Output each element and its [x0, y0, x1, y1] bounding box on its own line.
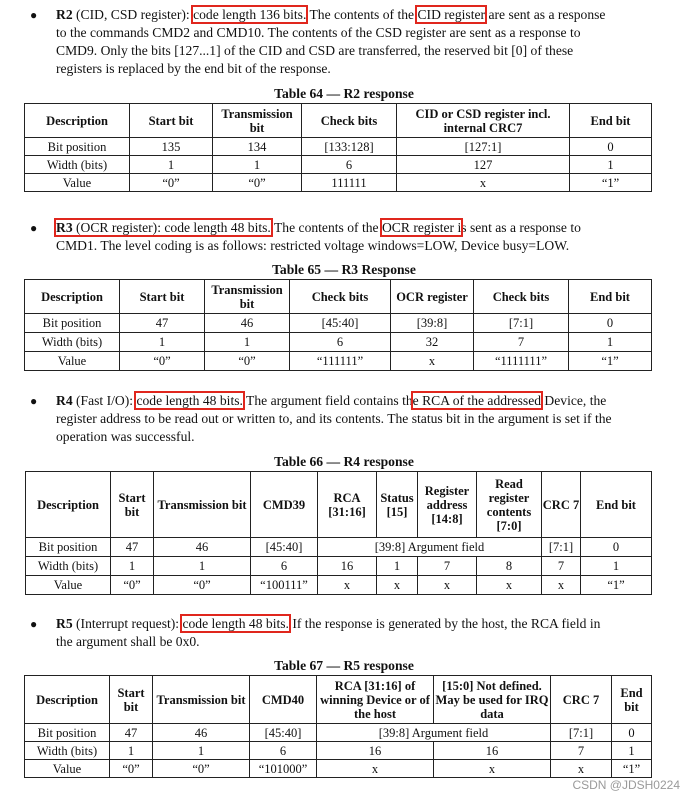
- table-header: Status [15]: [377, 472, 418, 538]
- table-row: Width (bits) 1 1 6 16 16 7 1: [25, 742, 652, 760]
- table-header: Transmission bit: [154, 472, 251, 538]
- table-header: CRC 7: [542, 472, 581, 538]
- r4-paragraph: ● R4 (Fast I/O): code length 48 bits. The argument field contains the RCA of the addressed Device, the register address to be read out or written to, and its contents. The status bit in the argument is set if the operation was successful.: [30, 393, 612, 444]
- r2-code-length-highlight: code length 136 bits.: [193, 7, 307, 22]
- r4-code-length-highlight: code length 48 bits.: [136, 393, 243, 408]
- table-header: Start bit: [111, 472, 154, 538]
- table-header: OCR register: [391, 280, 474, 314]
- bullet-icon: ●: [30, 221, 38, 235]
- table-header: Description: [25, 104, 130, 138]
- r4-label: R4: [56, 393, 73, 408]
- table-header: Description: [25, 280, 120, 314]
- table65-caption: Table 65 — R3 Response: [272, 262, 416, 277]
- table-header: RCA [31:16]: [318, 472, 377, 538]
- r3-paragraph: ● R3 (OCR register): code length 48 bits. The contents of the OCR register is sent as a response to CMD1. The level coding is as follows: restricted voltage windows=LOW, Device busy=LOW.: [30, 220, 581, 253]
- bullet-icon: ●: [30, 394, 38, 408]
- r2-paragraph: ● R2 (CID, CSD register): code length 136 bits. The contents of the CID register are sent as a response to the commands CMD2 and CMD10. The contents of the CSD register are sent as a response to CMD9. Only the bits [127...1] of the CID and CSD are transferred, the reserved bit [0] of these registers is replaced by the end bit of the response.: [30, 7, 606, 76]
- table66: [25, 471, 652, 595]
- watermark: CSDN @JDSH0224: [572, 778, 680, 792]
- table-header: Start bit: [120, 280, 205, 314]
- r2-label: R2: [56, 7, 73, 22]
- table-header: Start bit: [130, 104, 213, 138]
- table-row: Bit position 47 46 [45:40] [39:8] Argument field [7:1] 0: [26, 538, 652, 557]
- table-header: End bit: [581, 472, 652, 538]
- table-header: Transmission bit: [153, 676, 250, 724]
- table-header: End bit: [570, 104, 652, 138]
- table-row: Value “0” “0” 111111 x “1”: [25, 174, 652, 192]
- table-row: Value “0” “0” “101000” x x x “1”: [25, 760, 652, 778]
- table-header: Check bits: [290, 280, 391, 314]
- r5-paragraph: ● R5 (Interrupt request): code length 48 bits. If the response is generated by the host, the RCA field in the argument shall be 0x0.: [30, 616, 601, 649]
- table-header: Transmission bit: [205, 280, 290, 314]
- r4-rca-highlight: e RCA of the addressed: [412, 393, 542, 408]
- r5-label: R5: [56, 616, 73, 631]
- table-header: Read register contents [7:0]: [477, 472, 542, 538]
- table-row: Bit position 47 46 [45:40] [39:8] Argument field [7:1] 0: [25, 724, 652, 742]
- table-header: [15:0] Not defined. May be used for IRQ data: [434, 676, 551, 724]
- bullet-icon: ●: [30, 8, 38, 22]
- table64-caption: Table 64 — R2 response: [274, 86, 414, 101]
- table-header: Description: [25, 676, 110, 724]
- bullet-icon: ●: [30, 617, 38, 631]
- table-header: CMD40: [250, 676, 317, 724]
- table66-caption: Table 66 — R4 response: [274, 454, 414, 469]
- r3-ocr-register-highlight: OCR register i: [381, 220, 462, 235]
- table-header: Check bits: [302, 104, 397, 138]
- table-row: Bit position 47 46 [45:40] [39:8] [7:1] 0: [25, 314, 652, 333]
- table-header: Register address [14:8]: [418, 472, 477, 538]
- table-header: CID or CSD register incl. internal CRC7: [397, 104, 570, 138]
- table-row: Width (bits) 1 1 6 32 7 1: [25, 333, 652, 352]
- table65: [24, 279, 652, 371]
- table-header: CMD39: [251, 472, 318, 538]
- table-row: Width (bits) 1 1 6 127 1: [25, 156, 652, 174]
- table-header: Description: [26, 472, 111, 538]
- table-header: Check bits: [474, 280, 569, 314]
- table-header: RCA [31:16] of winning Device or of the host: [317, 676, 434, 724]
- table-row: Value “0” “0” “100111” x x x x x “1”: [26, 576, 652, 595]
- table-row: Width (bits) 1 1 6 16 1 7 8 7 1: [26, 557, 652, 576]
- table-header: End bit: [612, 676, 652, 724]
- r2-cid-register-highlight: CID register: [417, 7, 486, 22]
- r3-code-length-highlight: R3 (OCR register): code length 48 bits.: [56, 220, 271, 235]
- table-header: Transmission bit: [213, 104, 302, 138]
- r5-code-length-highlight: code length 48 bits.: [182, 616, 289, 631]
- table67-caption: Table 67 — R5 response: [274, 658, 414, 673]
- table-header: CRC 7: [551, 676, 612, 724]
- table-row: Bit position 135 134 [133:128] [127:1] 0: [25, 138, 652, 156]
- table-row: Value “0” “0” “111111” x “1111111” “1”: [25, 352, 652, 371]
- table-header: End bit: [569, 280, 652, 314]
- table67: [24, 675, 652, 778]
- table-header: Start bit: [110, 676, 153, 724]
- table64: [24, 103, 652, 192]
